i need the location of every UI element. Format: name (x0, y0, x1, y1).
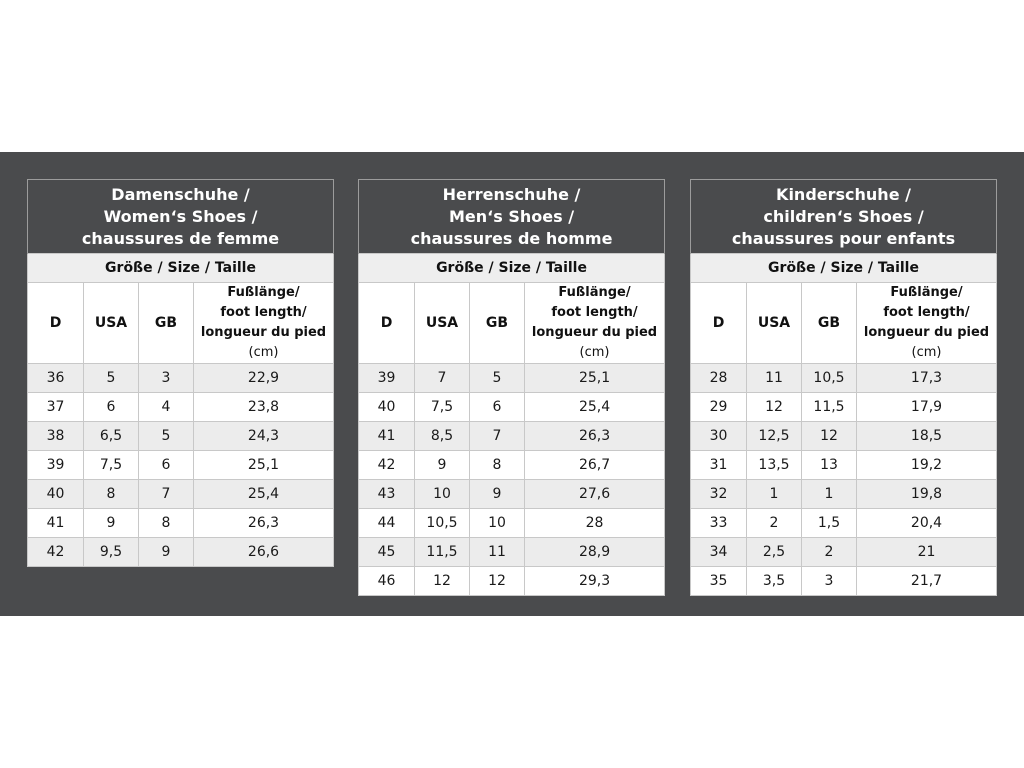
table-row (28, 364, 334, 393)
table-cell: 28 (525, 509, 665, 538)
table-cell: 10,5 (415, 509, 470, 538)
table-cell: 10,5 (802, 364, 857, 393)
table-cell: 3,5 (747, 567, 802, 596)
foot-length-header-line: Fußlänge/ (890, 285, 963, 300)
table-cell: 4 (139, 393, 194, 422)
table-cell: 25,4 (194, 480, 334, 509)
size-subheader: Größe / Size / Taille (359, 254, 665, 283)
foot-length-header-line: Fußlänge/ (558, 285, 631, 300)
foot-length-header-line: longueur du pied (200, 325, 327, 340)
table-cell: 24,3 (194, 422, 334, 451)
table-row (28, 451, 334, 480)
foot-length-header-line: longueur du pied (531, 325, 658, 340)
table-cell: 5 (84, 364, 139, 393)
table-cell: 31 (691, 451, 747, 480)
foot-length-header-line: (cm) (911, 345, 942, 360)
table-cell: 19,2 (857, 451, 997, 480)
table-cell: 40 (28, 480, 84, 509)
table-cell: 42 (28, 538, 84, 567)
table-row (691, 538, 997, 567)
table-cell: 12 (470, 567, 525, 596)
column-header: USA (84, 283, 139, 364)
column-header: D (28, 283, 84, 364)
table-cell: 12 (802, 422, 857, 451)
foot-length-header-line: foot length/ (220, 305, 307, 320)
table-row (359, 422, 665, 451)
foot-length-header-line: foot length/ (883, 305, 970, 320)
table-title-line: children‘s Shoes / (763, 206, 924, 226)
table-row (691, 509, 997, 538)
table-cell: 3 (802, 567, 857, 596)
table-cell: 9 (470, 480, 525, 509)
table-cell: 9 (84, 509, 139, 538)
table-cell: 12,5 (747, 422, 802, 451)
table-title-line: Herrenschuhe / (442, 184, 581, 204)
table-cell: 28 (691, 364, 747, 393)
foot-length-header-line: Fußlänge/ (227, 285, 300, 300)
table-cell: 3 (139, 364, 194, 393)
table-cell: 7,5 (84, 451, 139, 480)
table-cell: 8,5 (415, 422, 470, 451)
table-title-line: chaussures de femme (81, 228, 280, 248)
table-cell: 6 (139, 451, 194, 480)
table-title (359, 180, 665, 254)
column-header: GB (802, 283, 857, 364)
table-cell: 39 (359, 364, 415, 393)
table-cell: 34 (691, 538, 747, 567)
table-cell: 7 (470, 422, 525, 451)
table-cell: 29,3 (525, 567, 665, 596)
table-cell: 26,3 (525, 422, 665, 451)
table-cell: 13,5 (747, 451, 802, 480)
table-cell: 6,5 (84, 422, 139, 451)
table-row (691, 364, 997, 393)
table-cell: 5 (470, 364, 525, 393)
table-row (28, 509, 334, 538)
column-header: D (691, 283, 747, 364)
table-cell: 10 (470, 509, 525, 538)
table-cell: 30 (691, 422, 747, 451)
table-row (359, 364, 665, 393)
table-cell: 6 (470, 393, 525, 422)
table-cell: 8 (139, 509, 194, 538)
table-cell: 8 (470, 451, 525, 480)
foot-length-header-line: foot length/ (551, 305, 638, 320)
table-cell: 19,8 (857, 480, 997, 509)
table-cell: 42 (359, 451, 415, 480)
table-cell: 1 (802, 480, 857, 509)
table-row (691, 422, 997, 451)
table-cell: 41 (28, 509, 84, 538)
foot-length-header-line: (cm) (248, 345, 279, 360)
womens-size-table (27, 179, 334, 567)
table-cell: 38 (28, 422, 84, 451)
table-cell: 46 (359, 567, 415, 596)
table-row (359, 480, 665, 509)
table-row (28, 422, 334, 451)
table-cell: 12 (747, 393, 802, 422)
table-row (359, 451, 665, 480)
table-cell: 21 (857, 538, 997, 567)
table-cell: 35 (691, 567, 747, 596)
table-cell: 2 (747, 509, 802, 538)
table-cell: 10 (415, 480, 470, 509)
table-cell: 33 (691, 509, 747, 538)
table-row (28, 480, 334, 509)
table-cell: 1 (747, 480, 802, 509)
table-cell: 23,8 (194, 393, 334, 422)
foot-length-header-line: (cm) (579, 345, 610, 360)
table-cell: 45 (359, 538, 415, 567)
table-cell: 22,9 (194, 364, 334, 393)
size-subheader: Größe / Size / Taille (691, 254, 997, 283)
foot-length-header (857, 283, 997, 364)
table-row (28, 393, 334, 422)
table-cell: 25,4 (525, 393, 665, 422)
table-row (359, 509, 665, 538)
table-cell: 11,5 (802, 393, 857, 422)
table-title-line: Damenschuhe / (111, 184, 250, 204)
size-subheader: Größe / Size / Taille (28, 254, 334, 283)
table-cell: 13 (802, 451, 857, 480)
foot-length-header (194, 283, 334, 364)
table-cell: 44 (359, 509, 415, 538)
table-cell: 41 (359, 422, 415, 451)
table-cell: 25,1 (194, 451, 334, 480)
column-header: USA (747, 283, 802, 364)
table-cell: 5 (139, 422, 194, 451)
table-row (359, 538, 665, 567)
table-row (359, 393, 665, 422)
table-cell: 17,9 (857, 393, 997, 422)
table-cell: 20,4 (857, 509, 997, 538)
table-cell: 29 (691, 393, 747, 422)
table-title-line: Kinderschuhe / (776, 184, 911, 204)
table-cell: 9,5 (84, 538, 139, 567)
mens-size-table (358, 179, 665, 596)
table-cell: 39 (28, 451, 84, 480)
table-cell: 7 (415, 364, 470, 393)
table-title-line: Men‘s Shoes / (449, 206, 575, 226)
table-cell: 18,5 (857, 422, 997, 451)
table-cell: 11,5 (415, 538, 470, 567)
table-cell: 26,3 (194, 509, 334, 538)
childrens-size-table (690, 179, 997, 596)
table-cell: 8 (84, 480, 139, 509)
table-title (28, 180, 334, 254)
table-cell: 11 (747, 364, 802, 393)
table-cell: 9 (139, 538, 194, 567)
table-row (691, 451, 997, 480)
table-cell: 2 (802, 538, 857, 567)
column-header: GB (139, 283, 194, 364)
table-cell: 27,6 (525, 480, 665, 509)
size-chart-panel (0, 152, 1024, 616)
foot-length-header-line: longueur du pied (863, 325, 990, 340)
table-cell: 2,5 (747, 538, 802, 567)
table-cell: 28,9 (525, 538, 665, 567)
table-cell: 43 (359, 480, 415, 509)
table-cell: 1,5 (802, 509, 857, 538)
table-row (359, 567, 665, 596)
table-row (691, 393, 997, 422)
table-title (691, 180, 997, 254)
table-row (691, 567, 997, 596)
table-cell: 37 (28, 393, 84, 422)
foot-length-header (525, 283, 665, 364)
table-title-line: Women‘s Shoes / (103, 206, 258, 226)
table-cell: 26,7 (525, 451, 665, 480)
table-cell: 12 (415, 567, 470, 596)
table-row (28, 538, 334, 567)
table-cell: 7,5 (415, 393, 470, 422)
table-cell: 7 (139, 480, 194, 509)
table-cell: 25,1 (525, 364, 665, 393)
table-cell: 32 (691, 480, 747, 509)
table-title-line: chaussures de homme (410, 228, 613, 248)
table-row (691, 480, 997, 509)
table-cell: 36 (28, 364, 84, 393)
table-cell: 40 (359, 393, 415, 422)
table-cell: 17,3 (857, 364, 997, 393)
column-header: USA (415, 283, 470, 364)
table-title-line: chaussures pour enfants (731, 228, 956, 248)
column-header: GB (470, 283, 525, 364)
table-cell: 9 (415, 451, 470, 480)
table-cell: 11 (470, 538, 525, 567)
table-cell: 6 (84, 393, 139, 422)
table-cell: 26,6 (194, 538, 334, 567)
table-cell: 21,7 (857, 567, 997, 596)
column-header: D (359, 283, 415, 364)
